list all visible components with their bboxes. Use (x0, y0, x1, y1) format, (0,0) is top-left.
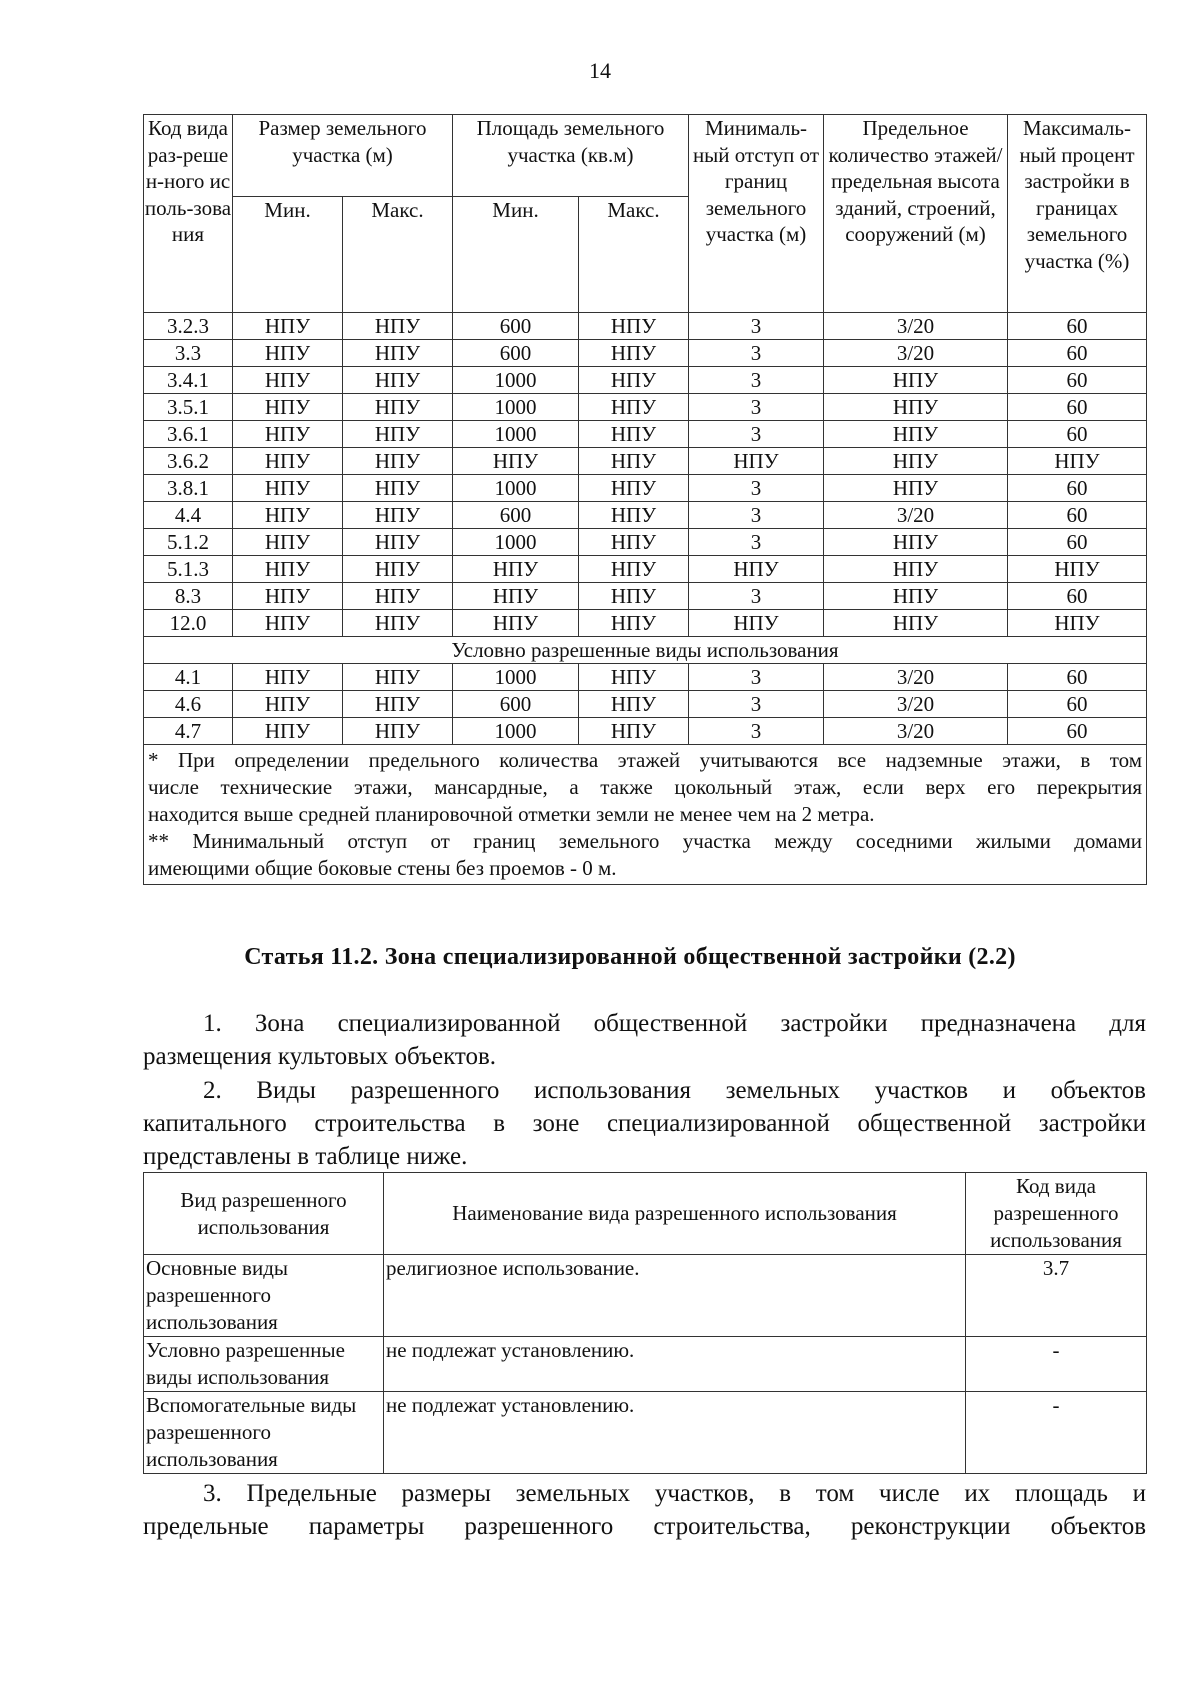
size-max-cell: НПУ (343, 691, 453, 718)
area-min-cell: 600 (453, 691, 579, 718)
coverage-cell: 60 (1008, 529, 1147, 556)
table-row (144, 718, 1147, 745)
code-cell: 3.6.1 (144, 421, 233, 448)
size-min-cell: НПУ (233, 394, 343, 421)
size-min-cell: НПУ (233, 583, 343, 610)
area-min-cell: 1000 (453, 664, 579, 691)
header-use-name: Наименование вида разрешенного использования (384, 1173, 966, 1255)
note-line: имеющими общие боковые стены без проемов - 0 м. (148, 856, 617, 880)
size-max-cell: НПУ (343, 367, 453, 394)
size-min-cell: НПУ (233, 421, 343, 448)
setback-cell: 3 (689, 583, 824, 610)
setback-cell: 3 (689, 421, 824, 448)
coverage-cell: 60 (1008, 394, 1147, 421)
size-min-cell: НПУ (233, 448, 343, 475)
code-cell: 3.4.1 (144, 367, 233, 394)
header-max-floors: Предельное количество этажей/ предельная высота зданий, строений, сооружений (м) (824, 115, 1008, 313)
floors-cell: НПУ (824, 583, 1008, 610)
header-plot-size: Размер земельного участка (м) (233, 115, 453, 197)
size-min-cell: НПУ (233, 556, 343, 583)
code-cell: 4.6 (144, 691, 233, 718)
floors-cell: НПУ (824, 367, 1008, 394)
coverage-cell: 60 (1008, 664, 1147, 691)
table-row (144, 421, 1147, 448)
size-max-cell: НПУ (343, 583, 453, 610)
size-max-cell: НПУ (343, 475, 453, 502)
table-row (144, 340, 1147, 367)
table-row (144, 475, 1147, 502)
area-min-cell: 1000 (453, 475, 579, 502)
table-body-conditional (144, 664, 1147, 745)
use-name-cell: не подлежат установлению. (384, 1337, 966, 1392)
paragraph-line: капитального строительства в зоне специализированной общественной застройки (143, 1110, 1146, 1137)
table-notes (144, 745, 1147, 885)
table-row (144, 556, 1147, 583)
use-code-cell: - (966, 1392, 1147, 1474)
area-max-cell: НПУ (579, 583, 689, 610)
size-min-cell: НПУ (233, 475, 343, 502)
area-max-cell: НПУ (579, 718, 689, 745)
area-max-cell: НПУ (579, 664, 689, 691)
setback-cell: НПУ (689, 556, 824, 583)
area-min-cell: НПУ (453, 583, 579, 610)
setback-cell: 3 (689, 367, 824, 394)
table-row (144, 1255, 1147, 1337)
area-min-cell: НПУ (453, 610, 579, 637)
code-cell: 4.1 (144, 664, 233, 691)
header-code: Код вида раз-решен-ного исполь-зования (144, 115, 233, 313)
code-cell: 5.1.3 (144, 556, 233, 583)
header-min-setback: Минималь-ный отступ от границ земельного участка (м) (689, 115, 824, 313)
coverage-cell: НПУ (1008, 448, 1147, 475)
article-heading: Статья 11.2. Зона специализированной общественной застройки (2.2) (244, 944, 1016, 970)
coverage-cell: 60 (1008, 421, 1147, 448)
coverage-cell: 60 (1008, 313, 1147, 340)
paragraph-line: 3. Предельные размеры земельных участков, в том числе их площадь и (203, 1480, 1146, 1507)
coverage-cell: 60 (1008, 502, 1147, 529)
size-min-cell: НПУ (233, 502, 343, 529)
code-cell: 3.2.3 (144, 313, 233, 340)
area-min-cell: НПУ (453, 556, 579, 583)
paragraph-line: предельные параметры разрешенного строительства, реконструкции объектов (143, 1513, 1146, 1540)
size-min-cell: НПУ (233, 664, 343, 691)
code-cell: 3.8.1 (144, 475, 233, 502)
code-cell: 3.3 (144, 340, 233, 367)
size-max-cell: НПУ (343, 394, 453, 421)
paragraph-line: 1. Зона специализированной общественной застройки предназначена для (203, 1010, 1146, 1037)
area-min-cell: 600 (453, 313, 579, 340)
header-size-max: Макс. (343, 197, 453, 313)
floors-cell: НПУ (824, 556, 1008, 583)
area-max-cell: НПУ (579, 691, 689, 718)
note-line: * При определении предельного количества этажей учитываются все надземные этажи, в том (148, 748, 1142, 772)
coverage-cell: 60 (1008, 718, 1147, 745)
note-line: числе технические этажи, мансардные, а также цокольный этаж, если верх его перекрытия (148, 775, 1142, 799)
use-code-cell: - (966, 1337, 1147, 1392)
paragraph-line: представлены в таблице ниже. (143, 1143, 468, 1170)
setback-cell: 3 (689, 529, 824, 556)
size-max-cell: НПУ (343, 718, 453, 745)
code-cell: 5.1.2 (144, 529, 233, 556)
use-code-cell: 3.7 (966, 1255, 1147, 1337)
table-row (144, 502, 1147, 529)
paragraph-2 (143, 1074, 1146, 1173)
paragraph-1 (143, 1007, 1146, 1073)
coverage-cell: НПУ (1008, 556, 1147, 583)
coverage-cell: 60 (1008, 691, 1147, 718)
size-max-cell: НПУ (343, 664, 453, 691)
code-cell: 12.0 (144, 610, 233, 637)
area-min-cell: 1000 (453, 367, 579, 394)
area-max-cell: НПУ (579, 556, 689, 583)
header-plot-area: Площадь земельного участка (кв.м) (453, 115, 689, 197)
use-kind-cell: Условно разрешенные виды использования (144, 1337, 384, 1392)
setback-cell: НПУ (689, 448, 824, 475)
size-max-cell: НПУ (343, 529, 453, 556)
setback-cell: НПУ (689, 610, 824, 637)
note-line: находится выше средней планировочной отметки земли не менее чем на 2 метра. (148, 802, 875, 826)
area-max-cell: НПУ (579, 610, 689, 637)
table-row (144, 1392, 1147, 1474)
area-max-cell: НПУ (579, 448, 689, 475)
area-min-cell: 1000 (453, 394, 579, 421)
area-max-cell: НПУ (579, 367, 689, 394)
floors-cell: 3/20 (824, 664, 1008, 691)
setback-cell: 3 (689, 502, 824, 529)
size-min-cell: НПУ (233, 691, 343, 718)
setback-cell: 3 (689, 691, 824, 718)
table-row (144, 367, 1147, 394)
code-cell: 4.7 (144, 718, 233, 745)
floors-cell: НПУ (824, 475, 1008, 502)
code-cell: 3.6.2 (144, 448, 233, 475)
area-max-cell: НПУ (579, 475, 689, 502)
table-row (144, 529, 1147, 556)
coverage-cell: НПУ (1008, 610, 1147, 637)
coverage-cell: 60 (1008, 475, 1147, 502)
table-body-main (144, 313, 1147, 637)
floors-cell: 3/20 (824, 502, 1008, 529)
floors-cell: НПУ (824, 529, 1008, 556)
table-row (144, 313, 1147, 340)
area-min-cell: НПУ (453, 448, 579, 475)
coverage-cell: 60 (1008, 583, 1147, 610)
area-min-cell: 600 (453, 502, 579, 529)
size-max-cell: НПУ (343, 340, 453, 367)
table-row (144, 1337, 1147, 1392)
note-line: ** Минимальный отступ от границ земельного участка между соседними жилыми домами (148, 829, 1142, 853)
area-max-cell: НПУ (579, 529, 689, 556)
paragraph-line: 2. Виды разрешенного использования земельных участков и объектов (203, 1077, 1146, 1104)
use-kind-cell: Основные виды разрешенного использования (144, 1255, 384, 1337)
table-row (144, 691, 1147, 718)
floors-cell: НПУ (824, 610, 1008, 637)
header-area-min: Мин. (453, 197, 579, 313)
area-max-cell: НПУ (579, 394, 689, 421)
size-min-cell: НПУ (233, 340, 343, 367)
coverage-cell: 60 (1008, 367, 1147, 394)
header-size-min: Мин. (233, 197, 343, 313)
header-use-code: Код вида разрешенного использования (966, 1173, 1147, 1255)
size-min-cell: НПУ (233, 610, 343, 637)
size-max-cell: НПУ (343, 313, 453, 340)
use-name-cell: не подлежат установлению. (384, 1392, 966, 1474)
setback-cell: 3 (689, 664, 824, 691)
code-cell: 3.5.1 (144, 394, 233, 421)
zone-parameters-table (143, 114, 1147, 885)
floors-cell: 3/20 (824, 313, 1008, 340)
floors-cell: 3/20 (824, 718, 1008, 745)
setback-cell: 3 (689, 313, 824, 340)
section-conditional-uses: Условно разрешенные виды использования (144, 637, 1147, 664)
floors-cell: 3/20 (824, 691, 1008, 718)
size-max-cell: НПУ (343, 448, 453, 475)
page-number: 14 (589, 58, 611, 83)
code-cell: 8.3 (144, 583, 233, 610)
coverage-cell: 60 (1008, 340, 1147, 367)
area-max-cell: НПУ (579, 313, 689, 340)
use-name-cell: религиозное использование. (384, 1255, 966, 1337)
setback-cell: 3 (689, 475, 824, 502)
permitted-uses-table (143, 1172, 1147, 1474)
setback-cell: 3 (689, 718, 824, 745)
floors-cell: НПУ (824, 394, 1008, 421)
setback-cell: 3 (689, 394, 824, 421)
table-row (144, 394, 1147, 421)
size-min-cell: НПУ (233, 718, 343, 745)
size-min-cell: НПУ (233, 367, 343, 394)
table-row (144, 610, 1147, 637)
area-min-cell: 600 (453, 340, 579, 367)
use-kind-cell: Вспомогательные виды разрешенного использования (144, 1392, 384, 1474)
area-max-cell: НПУ (579, 340, 689, 367)
area-min-cell: 1000 (453, 718, 579, 745)
size-min-cell: НПУ (233, 529, 343, 556)
size-max-cell: НПУ (343, 556, 453, 583)
header-use-kind: Вид разрешенного использования (144, 1173, 384, 1255)
size-max-cell: НПУ (343, 421, 453, 448)
floors-cell: НПУ (824, 421, 1008, 448)
floors-cell: НПУ (824, 448, 1008, 475)
paragraph-3 (143, 1477, 1146, 1543)
code-cell: 4.4 (144, 502, 233, 529)
size-max-cell: НПУ (343, 610, 453, 637)
area-min-cell: 1000 (453, 421, 579, 448)
area-max-cell: НПУ (579, 421, 689, 448)
table-row (144, 448, 1147, 475)
header-area-max: Макс. (579, 197, 689, 313)
size-min-cell: НПУ (233, 313, 343, 340)
header-max-coverage: Максималь-ный процент застройки в границах земельного участка (%) (1008, 115, 1147, 313)
table-row (144, 583, 1147, 610)
paragraph-line: размещения культовых объектов. (143, 1043, 497, 1070)
setback-cell: 3 (689, 340, 824, 367)
table-row (144, 664, 1147, 691)
size-max-cell: НПУ (343, 502, 453, 529)
area-max-cell: НПУ (579, 502, 689, 529)
area-min-cell: 1000 (453, 529, 579, 556)
floors-cell: 3/20 (824, 340, 1008, 367)
